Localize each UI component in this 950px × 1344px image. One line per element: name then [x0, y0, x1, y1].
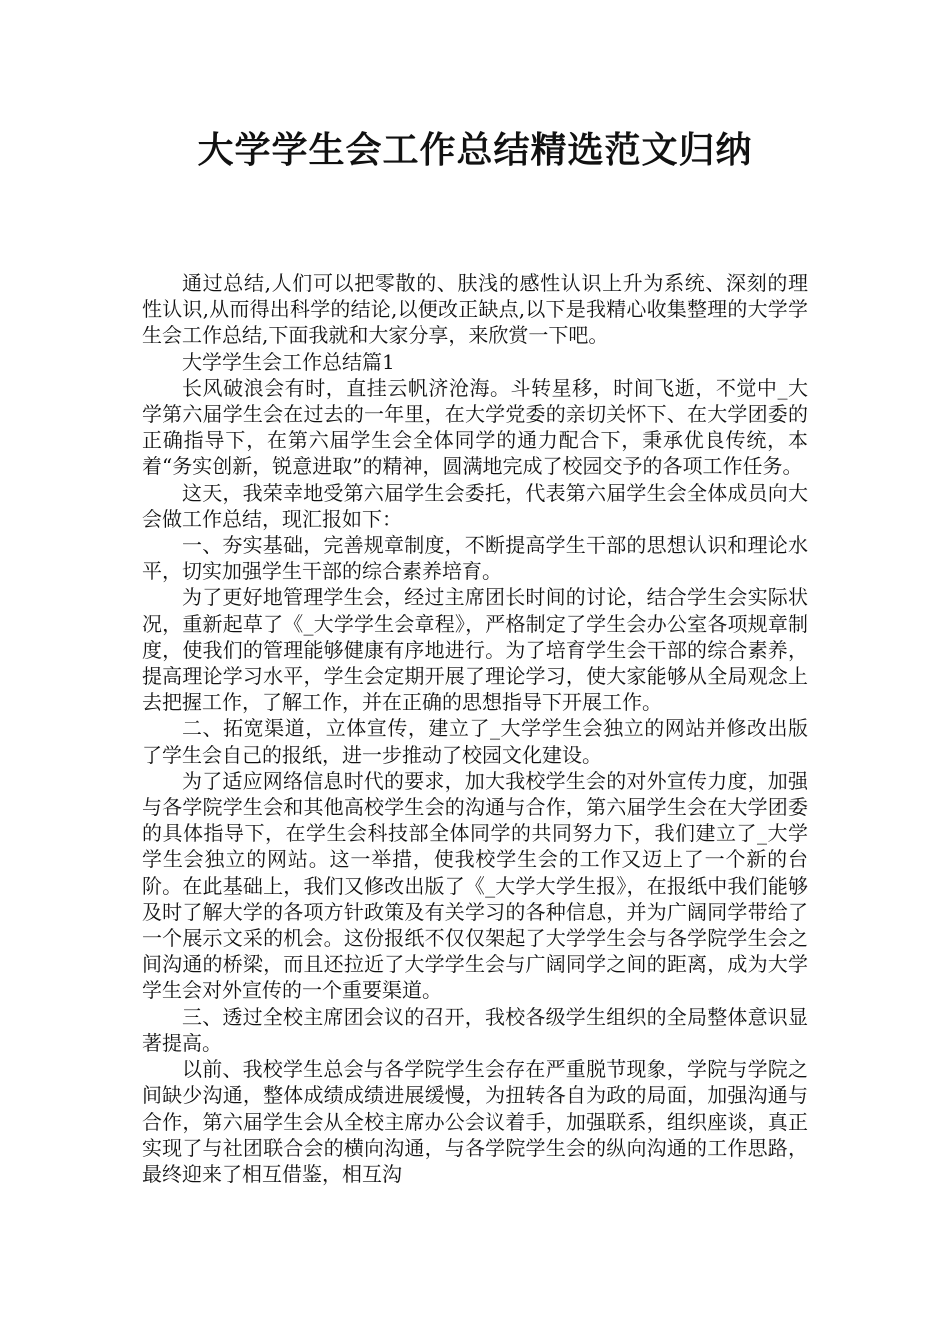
document-body — [142, 270, 808, 1187]
section-heading: 大学学生会工作总结篇1 — [182, 349, 395, 374]
paragraph: 长风破浪会有时，直挂云帆济沧海。斗转星移，时间飞逝，不觉中_大学第六届学生会在过去的一年里，在大学党委的亲切关怀下、在大学团委的正确指导下，在第六届学生会全体同学的通力配合下，秉承优良传统，本着“务实创新，锐意进取”的精神，圆满地完成了校园交予的各项工作任务。 — [142, 375, 808, 479]
paragraph: 三、透过全校主席团会议的召开，我校各级学生组织的全局整体意识显著提高。 — [142, 1004, 808, 1055]
paragraph: 为了适应网络信息时代的要求，加大我校学生会的对外宣传力度，加强与各学院学生会和其他高校学生会的沟通与合作，第六届学生会在大学团委的具体指导下，在学生会科技部全体同学的共同努力下，我们建立了_大学学生会独立的网站。这一举措，使我校学生会的工作又迈上了一个新的台阶。在此基础上，我们又修改出版了《_大学大学生报》，在报纸中我们能够及时了解大学的各项方针政策及有关学习的各种信息，并为广阔同学带给了一个展示文采的机会。这份报纸不仅仅架起了大学学生会与各学院学生会之间沟通的桥梁，而且还拉近了大学学生会与广阔同学之间的距离，成为大学学生会对外宣传的一个重要渠道。 — [142, 768, 808, 1003]
document-title: 大学学生会工作总结精选范文归纳 — [197, 130, 753, 171]
paragraph: 一、夯实基础，完善规章制度，不断提高学生干部的思想认识和理论水平，切实加强学生干部的综合素养培育。 — [142, 533, 808, 584]
paragraph: 为了更好地管理学生会，经过主席团长时间的讨论，结合学生会实际状况，重新起草了《_大学学生会章程》，严格制定了学生会办公室各项规章制度，使我们的管理能够健康有序地进行。为了培育学生会干部的综合素养，提高理论学习水平，学生会定期开展了理论学习，使大家能够从全局观念上去把握工作，了解工作，并在正确的思想指导下开展工作。 — [142, 585, 808, 715]
paragraph: 这天，我荣幸地受第六届学生会委托，代表第六届学生会全体成员向大会做工作总结，现汇报如下： — [142, 480, 808, 531]
paragraph: 通过总结,人们可以把零散的、肤浅的感性认识上升为系统、深刻的理性认识,从而得出科学的结论,以便改正缺点,以下是我精心收集整理的大学学生会工作总结,下面我就和大家分享，来欣赏一下吧。 — [142, 271, 808, 348]
paragraph: 以前、我校学生总会与各学院学生会存在严重脱节现象，学院与学院之间缺少沟通，整体成绩成绩进展缓慢，为扭转各自为政的局面，加强沟通与合作，第六届学生会从全校主席办公会议着手，加强联系，组织座谈，真正实现了与社团联合会的横向沟通，与各学院学生会的纵向沟通的工作思路，最终迎来了相互借鉴，相互沟 — [142, 1057, 808, 1186]
paragraph: 二、拓宽渠道，立体宣传，建立了_大学学生会独立的网站并修改出版了学生会自己的报纸，进一步推动了校园文化建设。 — [142, 716, 808, 767]
